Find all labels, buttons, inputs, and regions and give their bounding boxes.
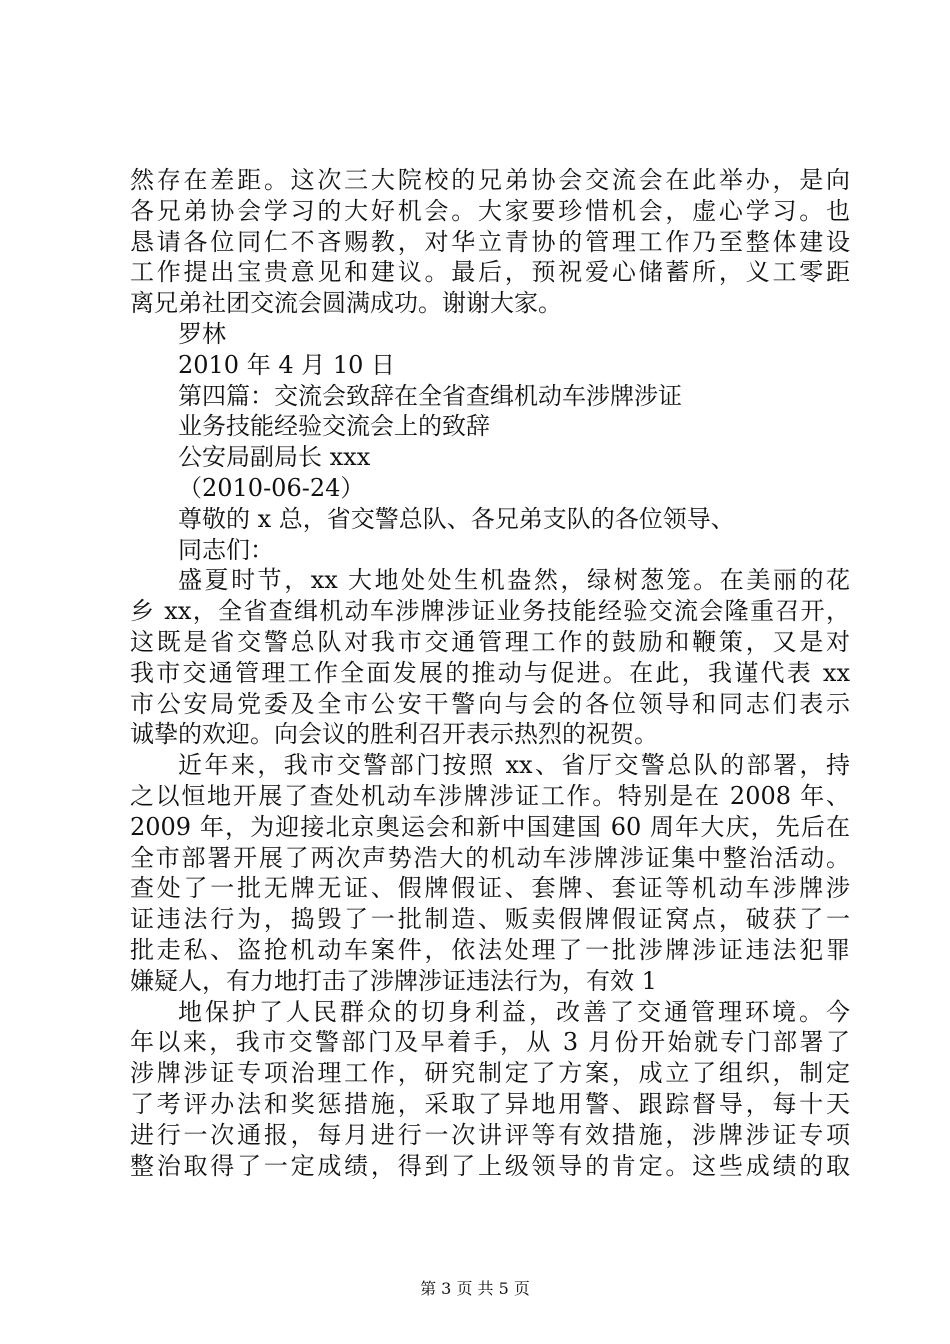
text-line: 了考评办法和奖惩措施，采取了异地用警、跟踪督导，每十天 (130, 1089, 850, 1118)
text-line: 盛夏时节，xx 大地处处生机盎然，绿树葱笼。在美丽的花 (178, 566, 850, 595)
text-line: 工作提出宝贵意见和建议。最后，预祝爱心储蓄所，义工零距 (130, 258, 850, 287)
text-line: 2010 年 4 月 10 日 (178, 350, 396, 379)
text-line: 之以恒地开展了查处机动车涉牌涉证工作。特别是在 2008 年、 (130, 781, 850, 810)
text-line: 近年来，我市交警部门按照 xx、省厅交警总队的部署，持 (178, 751, 850, 780)
document-body (130, 165, 850, 1181)
text-line: 恳请各位同仁不吝赐教，对华立青协的管理工作乃至整体建设 (130, 227, 850, 256)
text-line: 业务技能经验交流会上的致辞 (178, 412, 490, 441)
text-line: 同志们： (178, 535, 274, 564)
text-line: 罗林 (178, 319, 226, 348)
text-line: 进行一次通报，每月进行一次讲评等有效措施，涉牌涉证专项 (130, 1120, 850, 1149)
text-line: 嫌疑人，有力地打击了涉牌涉证违法行为，有效 1 (130, 966, 657, 995)
text-line: 然存在差距。这次三大院校的兄弟协会交流会在此举办，是向 (130, 166, 850, 194)
text-line: 第四篇：交流会致辞在全省查缉机动车涉牌涉证 (178, 381, 682, 410)
text-line: 市公安局党委及全市公安干警向与会的各位领导和同志们表示 (130, 689, 850, 718)
text-line: 涉牌涉证专项治理工作，研究制定了方案，成立了组织，制定 (130, 1059, 850, 1088)
text-line: 地保护了人民群众的切身利益，改善了交通管理环境。今 (178, 997, 850, 1026)
text-line: 各兄弟协会学习的大好机会。大家要珍惜机会，虚心学习。也 (130, 196, 850, 225)
text-line: 查处了一批无牌无证、假牌假证、套牌、套证等机动车涉牌涉 (130, 874, 850, 903)
text-line: 批走私、盗抢机动车案件，依法处理了一批涉牌涉证违法犯罪 (130, 935, 850, 964)
text-line: 全市部署开展了两次声势浩大的机动车涉牌涉证集中整治活动。 (130, 843, 850, 872)
text-line: 年以来，我市交警部门及早着手，从 3 月份开始就专门部署了 (130, 1028, 850, 1057)
text-line: 公安局副局长 xxx (178, 443, 371, 472)
text-line: 我市交通管理工作全面发展的推动与促进。在此，我谨代表 xx (130, 658, 850, 687)
text-line: 诚挚的欢迎。向会议的胜利召开表示热烈的祝贺。 (130, 720, 658, 749)
text-line: （2010-06-24） (178, 473, 365, 502)
text-line: 尊敬的 x 总，省交警总队、各兄弟支队的各位领导、 (178, 504, 735, 533)
text-line: 证违法行为，捣毁了一批制造、贩卖假牌假证窝点，破获了一 (130, 905, 850, 934)
text-line: 离兄弟社团交流会圆满成功。谢谢大家。 (130, 289, 562, 318)
page-footer: 第 3 页 共 5 页 (420, 1279, 530, 1298)
text-line: 整治取得了一定成绩，得到了上级领导的肯定。这些成绩的取 (130, 1151, 850, 1180)
text-line: 乡 xx，全省查缉机动车涉牌涉证业务技能经验交流会隆重召开， (130, 597, 850, 626)
text-line: 2009 年，为迎接北京奥运会和新中国建国 60 周年大庆，先后在 (130, 812, 850, 841)
text-line: 这既是省交警总队对我市交通管理工作的鼓励和鞭策，又是对 (130, 627, 850, 656)
